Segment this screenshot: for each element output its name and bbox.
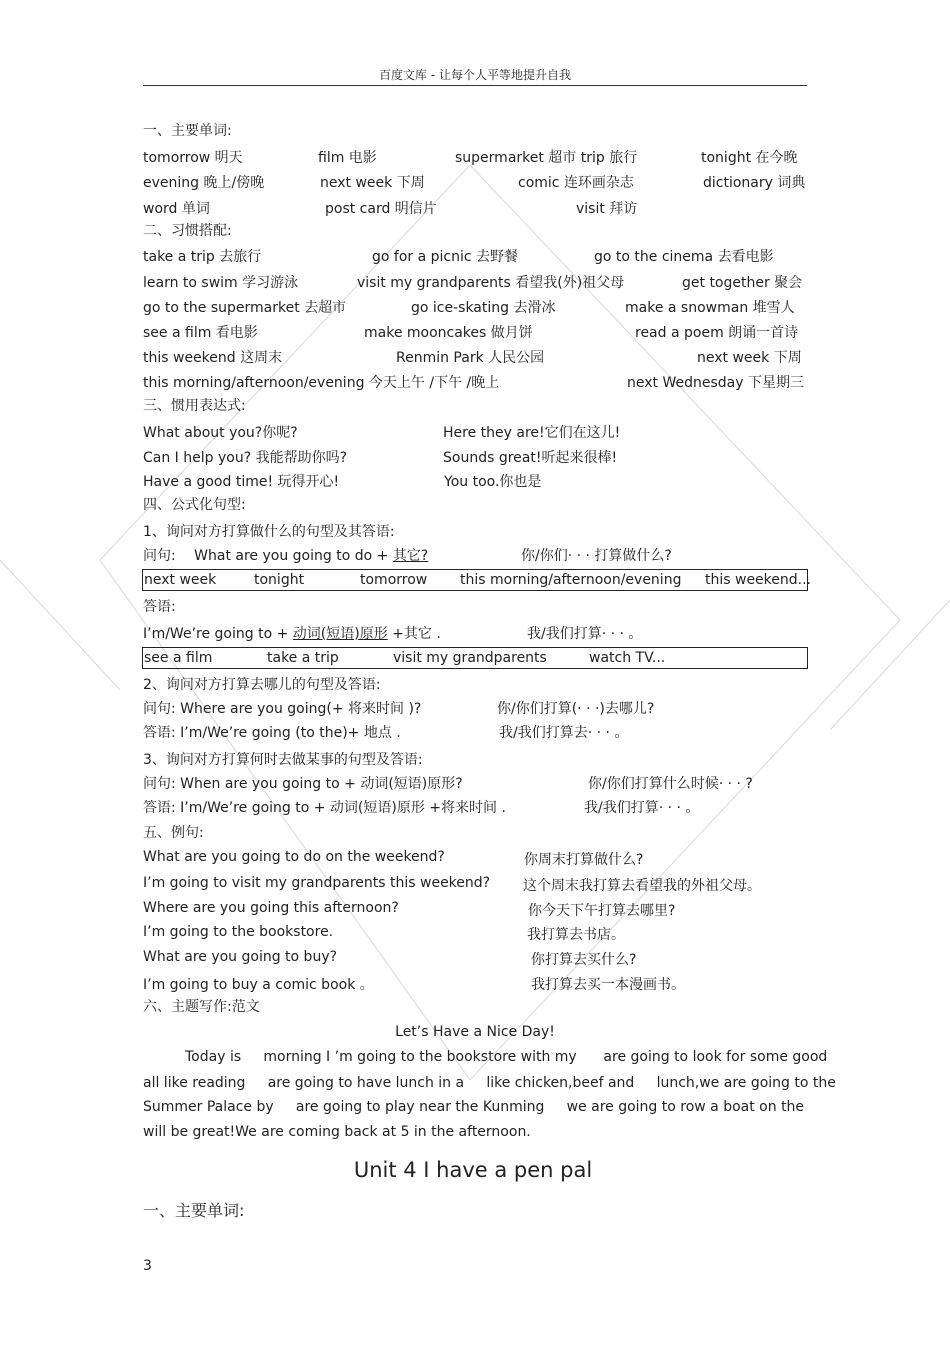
section-4-title: 四、公式化句型: bbox=[143, 497, 246, 513]
collocation-item: Renmin Park 人民公园 bbox=[396, 350, 545, 366]
example-en: I’m going to visit my grandparents this weekend? bbox=[143, 875, 491, 891]
section-5-title: 五、例句: bbox=[143, 825, 204, 841]
pattern-3-question: 问句: When are you going to + 动词(短语)原形? bbox=[143, 776, 463, 792]
collocation-item: this weekend 这周末 bbox=[143, 350, 283, 366]
question-text: What are you going to do + bbox=[194, 548, 393, 564]
vocab-item: tomorrow 明天 bbox=[143, 150, 243, 166]
collocation-item: make a snowman 堆雪人 bbox=[625, 300, 795, 316]
pattern-2-answer-cn: 我/我们打算去· · · 。 bbox=[499, 725, 629, 741]
vocab-item: film 电影 bbox=[318, 150, 377, 166]
example-en: I’m going to buy a comic book 。 bbox=[143, 977, 374, 993]
pattern-1-answer bbox=[143, 623, 441, 643]
collocation-item: go for a picnic 去野餐 bbox=[372, 249, 519, 265]
answer-text: I’m/We’re going to + bbox=[143, 626, 293, 642]
page-number: 3 bbox=[143, 1258, 152, 1274]
activity-option: visit my grandparents bbox=[393, 650, 547, 666]
activity-options-box bbox=[142, 647, 808, 669]
collocation-item: next week 下周 bbox=[697, 350, 802, 366]
time-option: tonight bbox=[254, 572, 305, 588]
vocab-item: tonight 在今晚 bbox=[701, 150, 798, 166]
essay-line: will be great!We are coming back at 5 in the afternoon. bbox=[143, 1124, 531, 1140]
example-cn: 我打算去买一本漫画书。 bbox=[531, 977, 685, 993]
activity-option: see a film bbox=[144, 650, 213, 666]
activity-option: take a trip bbox=[267, 650, 339, 666]
collocation-item: make mooncakes 做月饼 bbox=[364, 325, 533, 341]
pattern-3-title: 3、询问对方打算何时去做某事的句型及答语: bbox=[143, 752, 423, 768]
unit-section-1-title: 一、主要单词: bbox=[143, 1201, 245, 1220]
expression-item: You too.你也是 bbox=[444, 474, 542, 490]
section-2-title: 二、习惯搭配: bbox=[143, 223, 232, 239]
example-cn: 这个周末我打算去看望我的外祖父母。 bbox=[523, 878, 761, 894]
vocab-item: visit 拜访 bbox=[576, 201, 638, 217]
essay-line: Summer Palace by are going to play near the Kunming we are going to row a boat on the bbox=[143, 1099, 805, 1115]
pattern-2-question-cn: 你/你们打算(· · ·)去哪儿? bbox=[497, 701, 655, 717]
header-title: 百度文库 - 让每个人平等地提升自我 bbox=[379, 68, 571, 82]
pattern-1-answer-cn: 我/我们打算· · · 。 bbox=[527, 626, 643, 642]
collocation-item: get together 聚会 bbox=[682, 275, 803, 291]
essay-line: Today is morning I ’m going to the bookstore with my are going to look for some good bbox=[185, 1049, 828, 1065]
vocab-item: next week 下周 bbox=[320, 175, 425, 191]
collocation-item: go ice-skating 去滑冰 bbox=[411, 300, 556, 316]
vocab-item: comic 连环画杂志 bbox=[518, 175, 634, 191]
section-1-title: 一、主要单词: bbox=[143, 123, 232, 139]
example-cn: 我打算去书店。 bbox=[527, 927, 625, 943]
time-option: tomorrow bbox=[360, 572, 428, 588]
pattern-1-title: 1、询问对方打算做什么的句型及其答语: bbox=[143, 524, 395, 540]
expression-item: Can I help you? 我能帮助你吗? bbox=[143, 450, 348, 466]
vocab-item: evening 晚上/傍晚 bbox=[143, 175, 265, 191]
answer-underlined: 动词(短语)原形 bbox=[292, 626, 388, 642]
example-cn: 你打算去买什么? bbox=[531, 952, 637, 968]
vocab-item: dictionary 词典 bbox=[703, 175, 806, 191]
pattern-1-question bbox=[143, 545, 428, 565]
vocab-item: word 单词 bbox=[143, 201, 210, 217]
pattern-3-answer: 答语: I’m/We’re going to + 动词(短语)原形 +将来时间 . bbox=[143, 800, 506, 816]
time-options-box bbox=[142, 569, 812, 591]
pattern-2-question: 问句: Where are you going(+ 将来时间 )? bbox=[143, 701, 422, 717]
pattern-3-question-cn: 你/你们打算什么时候· · · ? bbox=[588, 776, 753, 792]
collocation-item: visit my grandparents 看望我(外)祖父母 bbox=[357, 275, 625, 291]
pattern-1-answer-label: 答语: bbox=[143, 599, 176, 615]
pattern-1-question-cn: 你/你们· · · 打算做什么? bbox=[521, 548, 672, 564]
example-en: Where are you going this afternoon? bbox=[143, 900, 399, 916]
expression-item: Here they are!它们在这儿! bbox=[443, 425, 621, 441]
essay-title: Let’s Have a Nice Day! bbox=[395, 1024, 555, 1040]
collocation-item: go to the cinema 去看电影 bbox=[594, 249, 774, 265]
example-en: What are you going to do on the weekend? bbox=[143, 849, 445, 865]
time-option: this weekend... bbox=[705, 572, 812, 588]
unit-title: Unit 4 I have a pen pal bbox=[353, 1158, 593, 1182]
collocation-item: take a trip 去旅行 bbox=[143, 249, 262, 265]
expression-item: What about you?你呢? bbox=[143, 425, 298, 441]
collocation-item: learn to swim 学习游泳 bbox=[143, 275, 299, 291]
example-cn: 你周末打算做什么? bbox=[524, 852, 644, 868]
collocation-item: go to the supermarket 去超市 bbox=[143, 300, 347, 316]
time-option: next week bbox=[144, 572, 217, 588]
example-en: What are you going to buy? bbox=[143, 949, 338, 965]
pattern-3-answer-cn: 我/我们打算· · · 。 bbox=[584, 800, 700, 816]
question-label: 问句: bbox=[143, 548, 176, 564]
section-3-title: 三、惯用表达式: bbox=[143, 398, 246, 414]
collocation-item: read a poem 朗诵一首诗 bbox=[635, 325, 799, 341]
answer-text-end: +其它 . bbox=[387, 626, 441, 642]
essay-line: all like reading are going to have lunch in a like chicken,beef and lunch,we are going to the bbox=[143, 1075, 836, 1091]
question-underlined: 其它? bbox=[392, 548, 429, 564]
activity-option: watch TV... bbox=[589, 650, 666, 666]
example-cn: 你今天下午打算去哪里? bbox=[528, 903, 676, 919]
collocation-item: see a film 看电影 bbox=[143, 325, 258, 341]
example-en: I’m going to the bookstore. bbox=[143, 924, 334, 940]
vocab-item: post card 明信片 bbox=[325, 201, 437, 217]
expression-item: Have a good time! 玩得开心! bbox=[143, 474, 340, 490]
time-option: this morning/afternoon/evening bbox=[460, 572, 682, 588]
collocation-item: this morning/afternoon/evening 今天上午 /下午 /晚上 bbox=[143, 375, 500, 391]
header-divider bbox=[143, 85, 807, 86]
expression-item: Sounds great!听起来很棒! bbox=[443, 450, 618, 466]
section-6-title: 六、主题写作:范文 bbox=[143, 999, 260, 1015]
vocab-item: supermarket 超市 trip 旅行 bbox=[455, 150, 638, 166]
collocation-item: next Wednesday 下星期三 bbox=[627, 375, 804, 391]
pattern-2-answer: 答语: I’m/We’re going (to the)+ 地点 . bbox=[143, 725, 401, 741]
pattern-2-title: 2、询问对方打算去哪儿的句型及答语: bbox=[143, 677, 381, 693]
